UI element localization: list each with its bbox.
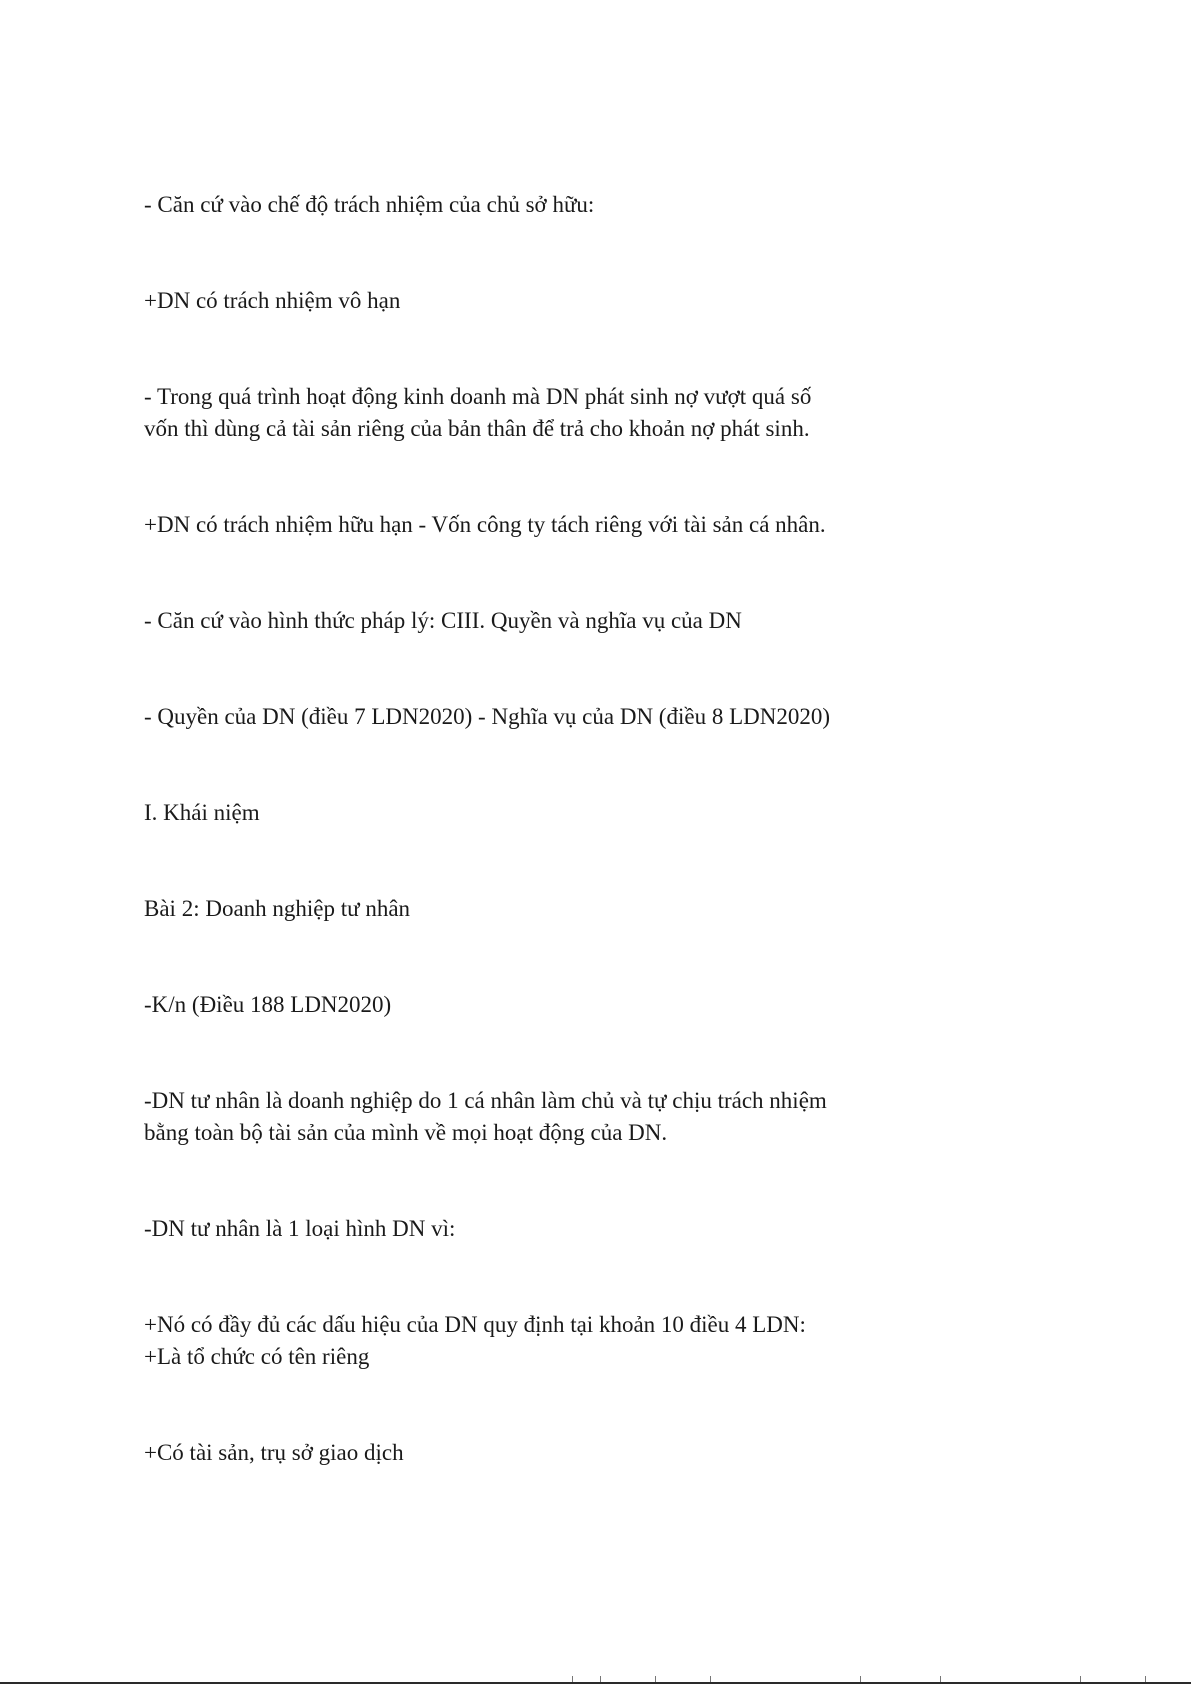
paragraph-reason-intro	[144, 1213, 884, 1245]
paragraph-characteristics	[144, 1309, 884, 1373]
text-line: - Căn cứ vào chế độ trách nhiệm của chủ sở hữu:	[144, 192, 595, 217]
text-line: +Là tổ chức có tên riêng	[144, 1344, 370, 1369]
text-line: - Trong quá trình hoạt động kinh doanh mà DN phát sinh nợ vượt quá số	[144, 384, 812, 409]
section-heading-concept	[144, 797, 884, 829]
text-line: +Nó có đầy đủ các dấu hiệu của DN quy định tại khoản 10 điều 4 LDN:	[144, 1312, 806, 1337]
paragraph-limited-liability	[144, 509, 884, 541]
text-line: - Căn cứ vào hình thức pháp lý: CIII. Quyền và nghĩa vụ của DN	[144, 608, 742, 633]
text-line: +DN có trách nhiệm hữu hạn - Vốn công ty tách riêng với tài sản cá nhân.	[144, 512, 826, 537]
paragraph-debt-explanation	[144, 381, 884, 445]
text-line: vốn thì dùng cả tài sản riêng của bản thân để trả cho khoản nợ phát sinh.	[144, 416, 810, 441]
text-line: -DN tư nhân là 1 loại hình DN vì:	[144, 1216, 456, 1241]
text-line: Bài 2: Doanh nghiệp tư nhân	[144, 896, 411, 921]
text-line: - Quyền của DN (điều 7 LDN2020) - Nghĩa vụ của DN (điều 8 LDN2020)	[144, 704, 830, 729]
paragraph-definition-ref	[144, 989, 884, 1021]
paragraph-rights-obligations	[144, 701, 884, 733]
text-line: +Có tài sản, trụ sở giao dịch	[144, 1440, 404, 1465]
text-line: -DN tư nhân là doanh nghiệp do 1 cá nhân làm chủ và tự chịu trách nhiệm	[144, 1088, 827, 1113]
text-line: +DN có trách nhiệm vô hạn	[144, 288, 401, 313]
lesson-heading	[144, 893, 884, 925]
paragraph-definition	[144, 1085, 884, 1149]
paragraph-assets-office	[144, 1437, 884, 1469]
text-line: bằng toàn bộ tài sản của mình về mọi hoạt động của DN.	[144, 1120, 668, 1145]
paragraph-legal-form	[144, 605, 884, 637]
paragraph-unlimited-liability	[144, 285, 884, 317]
paragraph-ownership-liability	[144, 189, 884, 221]
text-line: -K/n (Điều 188 LDN2020)	[144, 992, 392, 1017]
text-line: I. Khái niệm	[144, 800, 260, 825]
page-bottom-border	[0, 1682, 1191, 1684]
